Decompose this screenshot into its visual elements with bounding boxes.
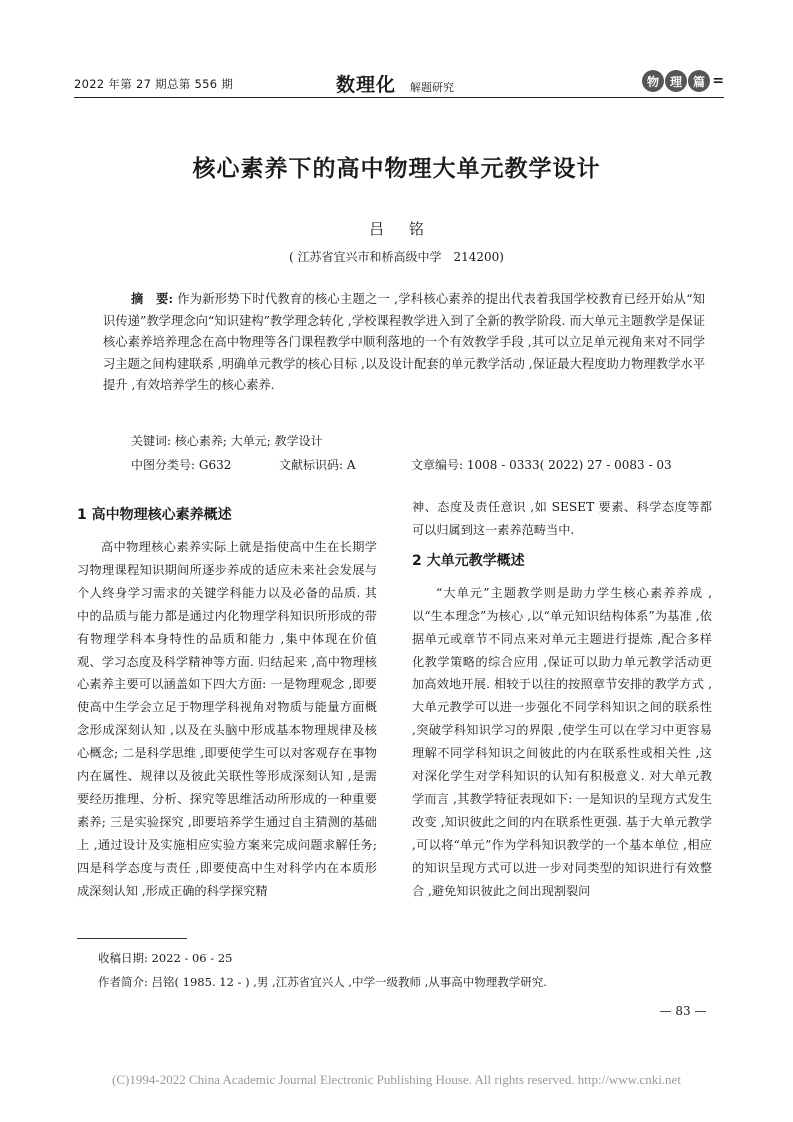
header-rule — [74, 97, 724, 98]
section-1-continuation: 神、态度及责任意识 ,如 SESET 要素、科学态度等都可以归属到这一素养范畴当中. — [412, 500, 712, 537]
section-badge-wu: 物 — [642, 70, 664, 92]
document-code: 文献标识码: A — [279, 458, 356, 472]
section-badge-li: 理 — [665, 70, 687, 92]
abstract-text: 作为新形势下时代教育的核心主题之一 ,学科核心素养的提出代表着我国学校教育已经开始从“知识传递”教学理念向“知识建构”教学理念转化 ,学校课程教学进入到了全新的教学阶段. 而大单元主题教学是保证核心素养培养理念在高中物理等各门课程教学中顺利落地的一个有效教学手段 ,其可以立足单元视角来对不同学习主题之间构建联系 ,明确单元教学的核心目标 ,以及设计配套的单元教学活动 ,保证最大程度助力物理教学水平提升 ,有效培养学生的核心素养. — [103, 292, 705, 393]
header-ornament-icon: = — [712, 73, 724, 89]
clc-number: 中图分类号: G632 — [131, 458, 232, 472]
article-number: 文章编号: 1008 - 0333( 2022) 27 - 0083 - 03 — [411, 458, 672, 472]
section-heading-1: 1 高中物理核心素养概述 — [77, 507, 232, 523]
running-header — [74, 68, 724, 100]
abstract — [103, 288, 705, 397]
author-name: 吕 铭 — [369, 220, 434, 238]
article-title: 核心素养下的高中物理大单元教学设计 — [192, 156, 601, 182]
author-affiliation: ( 江苏省宜兴市和桥高级中学 214200) — [289, 250, 504, 264]
right-column — [412, 496, 712, 903]
page-number: — 83 — — [659, 1004, 707, 1018]
received-date: 收稿日期: 2022 - 06 - 25 — [98, 951, 233, 965]
copyright-watermark: (C)1994-2022 China Academic Journal Electronic Publishing House. All rights reserved. http://www.cnki.net — [112, 1072, 681, 1087]
author-bio: 作者简介: 吕铭( 1985. 12 - ) ,男 ,江苏省宜兴人 ,中学一级教师 ,从事高中物理教学研究. — [98, 975, 547, 989]
section-1-paragraph: 高中物理核心素养实际上就是指使高中生在长期学习物理课程知识期间所逐步养成的适应未来社会发展与个人终身学习需求的关键学科能力以及必备的品质. 其中的品质与能力都是通过内化物理学科知识所形成的带有物理学科本身特性的品质和能力 ,集中体现在价值观、学习态度及科学精神等方面. 归结起来 ,高中物理核心素养主要可以涵盖如下四大方面: 一是物理观念 ,即要使高中生学会立足于物理学科视角对物质与能量方面概念形成深刻认知 ,以及在头脑中形成基本物理规律及核心概念; 二是科学思维 ,即要使学生可以对客观存在事物内在属性、规律以及彼此关联性等形成深刻认知 ,是需要经历推理、分析、探究等思维活动所形成的一种重要素养; 三是实验探究 ,即要培养学生通过自主猜测的基础上 ,通过设计及实施相应实验方案来完成问题求解任务; 四是科学态度与责任 ,即要使高中生对科学内在本质形成深刻认知 ,形成正确的科学探究精 — [77, 540, 377, 898]
journal-column: 解题研究 — [410, 81, 454, 94]
section-badge-group — [642, 70, 710, 92]
section-2-paragraph: “大单元”主题教学则是助力学生核心素养养成 ,以“生本理念”为核心 ,以“单元知识结构体系”为基准 ,依据单元或章节不同点来对单元主题进行提炼 ,配合多样化教学策略的综合应用 ,保证可以助力单元教学活动更加高效地开展. 相较于以往的按照章节安排的教学方式 ,大单元教学可以进一步强化不同学科知识之间的联系性 ,突破学科知识学习的界限 ,使学生可以在学习中更容易理解不同学科知识之间彼此的内在联系性或相关性 ,这对深化学生对学科知识的认知有积极意义. 对大单元教学而言 ,其教学特征表现如下: 一是知识的呈现方式发生改变 ,知识彼此之间的内在联系性更强. 基于大单元教学 ,可以将“单元”作为学科知识教学的一个基本单位 ,相应的知识呈现方式可以进一步对同类型的知识进行有效整合 ,避免知识彼此之间出现割裂问 — [412, 585, 712, 898]
issue-info: 2022 年第 27 期总第 556 期 — [74, 77, 234, 91]
keywords: 关键词: 核心素养; 大单元; 教学设计 — [131, 434, 323, 448]
footnote-rule — [77, 938, 187, 939]
section-badge-pian: 篇 — [688, 70, 710, 92]
abstract-label: 摘 要: — [131, 291, 174, 306]
journal-name: 数理化 — [336, 74, 397, 96]
section-heading-2: 2 大单元教学概述 — [412, 552, 525, 569]
left-column — [77, 496, 377, 903]
